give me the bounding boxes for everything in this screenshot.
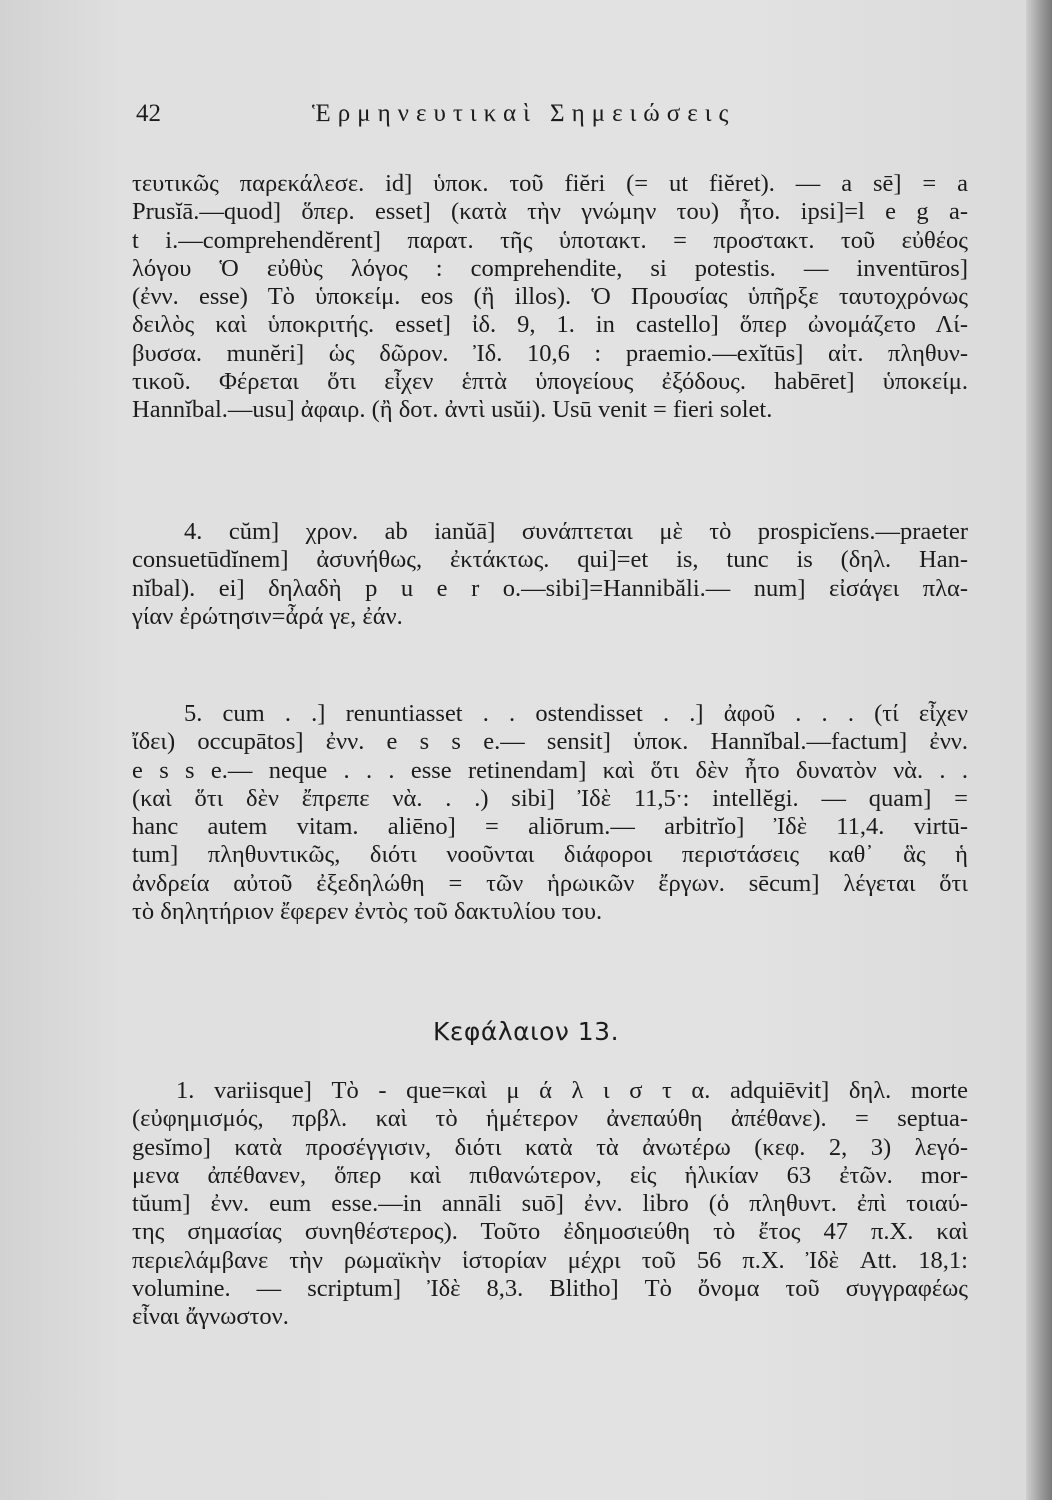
text-line: volumine. — scriptum] Ἰδὲ 8,3. Blitho] Τὸ ὄνομα τοῦ συγγραφέως [132,1275,968,1303]
page-number: 42 [136,100,161,127]
text-line: nĭbal). ei] δηλαδὴ p u e r o.—sibi]=Hannibăli.— num] εἰσάγει πλα- [132,574,968,602]
text-line: ἴδει) occupātos] ἐνν. e s s e.— sensit] ὑποκ. Hannĭbal.—factum] ἐνν. [132,728,968,756]
chapter-heading: Κεφάλαιον 13. [432,1017,620,1046]
text-line: λόγου Ὁ εὐθὺς λόγος : comprehendite, si potestis. — inventūros] [132,254,968,282]
text-line: εἶναι ἄγνωστον. [132,1303,289,1331]
commentary-intro-paragraph [132,170,968,425]
text-line: e s s e.— neque . . . esse retinendam] καὶ ὅτι δὲν ἦτο δυνατὸν νὰ. . . [132,756,968,784]
text-line: gesĭmo] κατὰ προσέγγισιν, διότι κατὰ τὰ ἀνωτέρω (κεφ. 2, 3) λεγό- [132,1133,968,1161]
text-line: 1. variisque] Τὸ - que=καὶ μ ά λ ι σ τ α. adquiēvit] δηλ. morte [176,1077,968,1104]
text-line: περιελάμβανε τὴν ρωμαϊκὴν ἱστορίαν μέχρι τοῦ 56 π.Χ. Ἰδὲ Att. 18,1: [132,1246,968,1274]
text-line: ἀνδρεία αὐτοῦ ἐξεδηλώθη = τῶν ἡρωικῶν ἔργων. sēcum] λέγεται ὅτι [132,869,968,897]
text-line: consuetūdĭnem] ἀσυνήθως, ἐκτάκτως. qui]=et is, tunc is (δηλ. Han- [132,546,968,574]
commentary-paragraph-4 [132,518,968,631]
page-gutter-shadow [1026,0,1052,1500]
text-line: Hannĭbal.—usu] ἀφαιρ. (ἢ δοτ. ἀντὶ usŭi). Usū venit = fieri solet. [132,396,773,424]
running-title: Ἑρμηνευτικαὶ Σημειώσεις [312,100,736,127]
text-line: 5. cum . .] renuntiasset . . ostendisset . .] ἀφοῦ . . . (τί εἶχεν [184,700,968,727]
commentary-paragraph-5 [132,700,968,926]
text-line: (καὶ ὅτι δὲν ἔπρεπε νὰ. . .) sibi] Ἰδὲ 11,5ˑ: intellĕgi. — quam] = [132,784,968,812]
text-line: γίαν ἐρώτησιν=ἆρά γε, ἐάν. [132,602,403,630]
text-line: τευτικῶς παρεκάλεσε. id] ὑποκ. τοῦ fiĕri (= ut fiĕret). — a sē] = a [132,170,968,197]
text-line: της σημασίας συνηθέστερος). Τοῦτο ἐδημοσιεύθη τὸ ἔτος 47 π.Χ. καὶ [132,1218,968,1246]
text-line: βυσσα. munĕri] ὡς δῶρον. Ἰδ. 10,6 : praemio.—exĭtūs] αἰτ. πληθυν- [132,339,968,367]
text-line: hanc autem vitam. aliēno] = aliōrum.— arbitrĭo] Ἰδὲ 11,4. virtū- [132,813,968,841]
text-line: tŭum] ἐνν. eum esse.—in annāli suō] ἐνν. libro (ὁ πληθυντ. ἐπὶ τοιαύ- [132,1190,968,1218]
text-line: (ἐνν. esse) Τὸ ὑποκείμ. eos (ἢ illos). Ὁ Προυσίας ὑπῆρξε ταυτοχρόνως [132,283,968,311]
text-line: τικοῦ. Φέρεται ὅτι εἶχεν ἑπτὰ ὑπογείους ἐξόδους. habēret] ὑποκείμ. [132,368,968,396]
text-line: Prusĭā.—quod] ὅπερ. esset] (κατὰ τὴν γνώμην του) ἦτο. ipsi]=l e g a- [132,198,968,226]
text-line: τὸ δηλητήριον ἔφερεν ἐντὸς τοῦ δακτυλίου του. [132,898,603,926]
text-line: (εὐφημισμός, πρβλ. καὶ τὸ ἡμέτερον ἀνεπαύθη ἀπέθανε). = septua- [132,1105,968,1133]
page-header [136,100,976,140]
text-line: 4. cŭm] χρον. ab ianŭā] συνάπτεται μὲ τὸ prospicĭens.—praeter [184,518,968,545]
text-line: t i.—comprehendĕrent] παρατ. τῆς ὑποτακτ. = προστακτ. τοῦ εὐθέος [132,226,968,254]
text-line: μενα ἀπέθανεν, ὅπερ καὶ πιθανώτερον, εἰς ἡλικίαν 63 ἐτῶν. mor- [132,1161,968,1189]
text-line: δειλὸς καὶ ὑποκριτής. esset] ἰδ. 9, 1. in castello] ὅπερ ὠνομάζετο Λί- [132,311,968,339]
chapter-13-paragraph-1 [132,1077,968,1332]
text-line: tum] πληθυντικῶς, διότι νοοῦνται διάφοροι περιστάσεις καθ᾽ ἃς ἡ [132,841,968,869]
